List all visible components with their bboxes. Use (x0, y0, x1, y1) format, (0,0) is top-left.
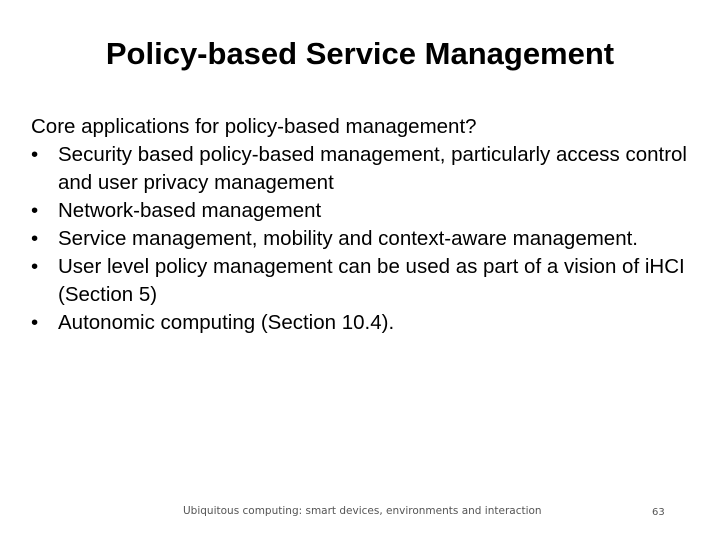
bullet-list (31, 141, 696, 337)
bullet-text: User level policy management can be used as part of a vision of iHCI (Section 5) (58, 255, 685, 306)
bullet-icon: • (31, 227, 39, 250)
bullet-text: Autonomic computing (Section 10.4). (58, 311, 395, 334)
bullet-text: Security based policy-based management, particularly access control and user privacy management (58, 143, 687, 194)
bullet-item (31, 197, 696, 225)
slide-title: Policy-based Service Management (105, 36, 615, 71)
bullet-icon: • (31, 255, 39, 278)
bullet-item (31, 309, 696, 337)
bullet-icon: • (31, 199, 39, 222)
bullet-text: Service management, mobility and context-aware management. (58, 227, 638, 250)
bullet-text: Network-based management (58, 199, 322, 222)
footer-text: Ubiquitous computing: smart devices, environments and interaction (183, 505, 542, 517)
bullet-item (31, 253, 696, 309)
slide-body (31, 113, 696, 337)
bullet-icon: • (31, 311, 39, 334)
bullet-item (31, 225, 696, 253)
bullet-icon: • (31, 143, 39, 166)
page-number: 63 (652, 507, 665, 518)
intro-text: Core applications for policy-based management? (31, 115, 477, 138)
bullet-item (31, 141, 696, 197)
